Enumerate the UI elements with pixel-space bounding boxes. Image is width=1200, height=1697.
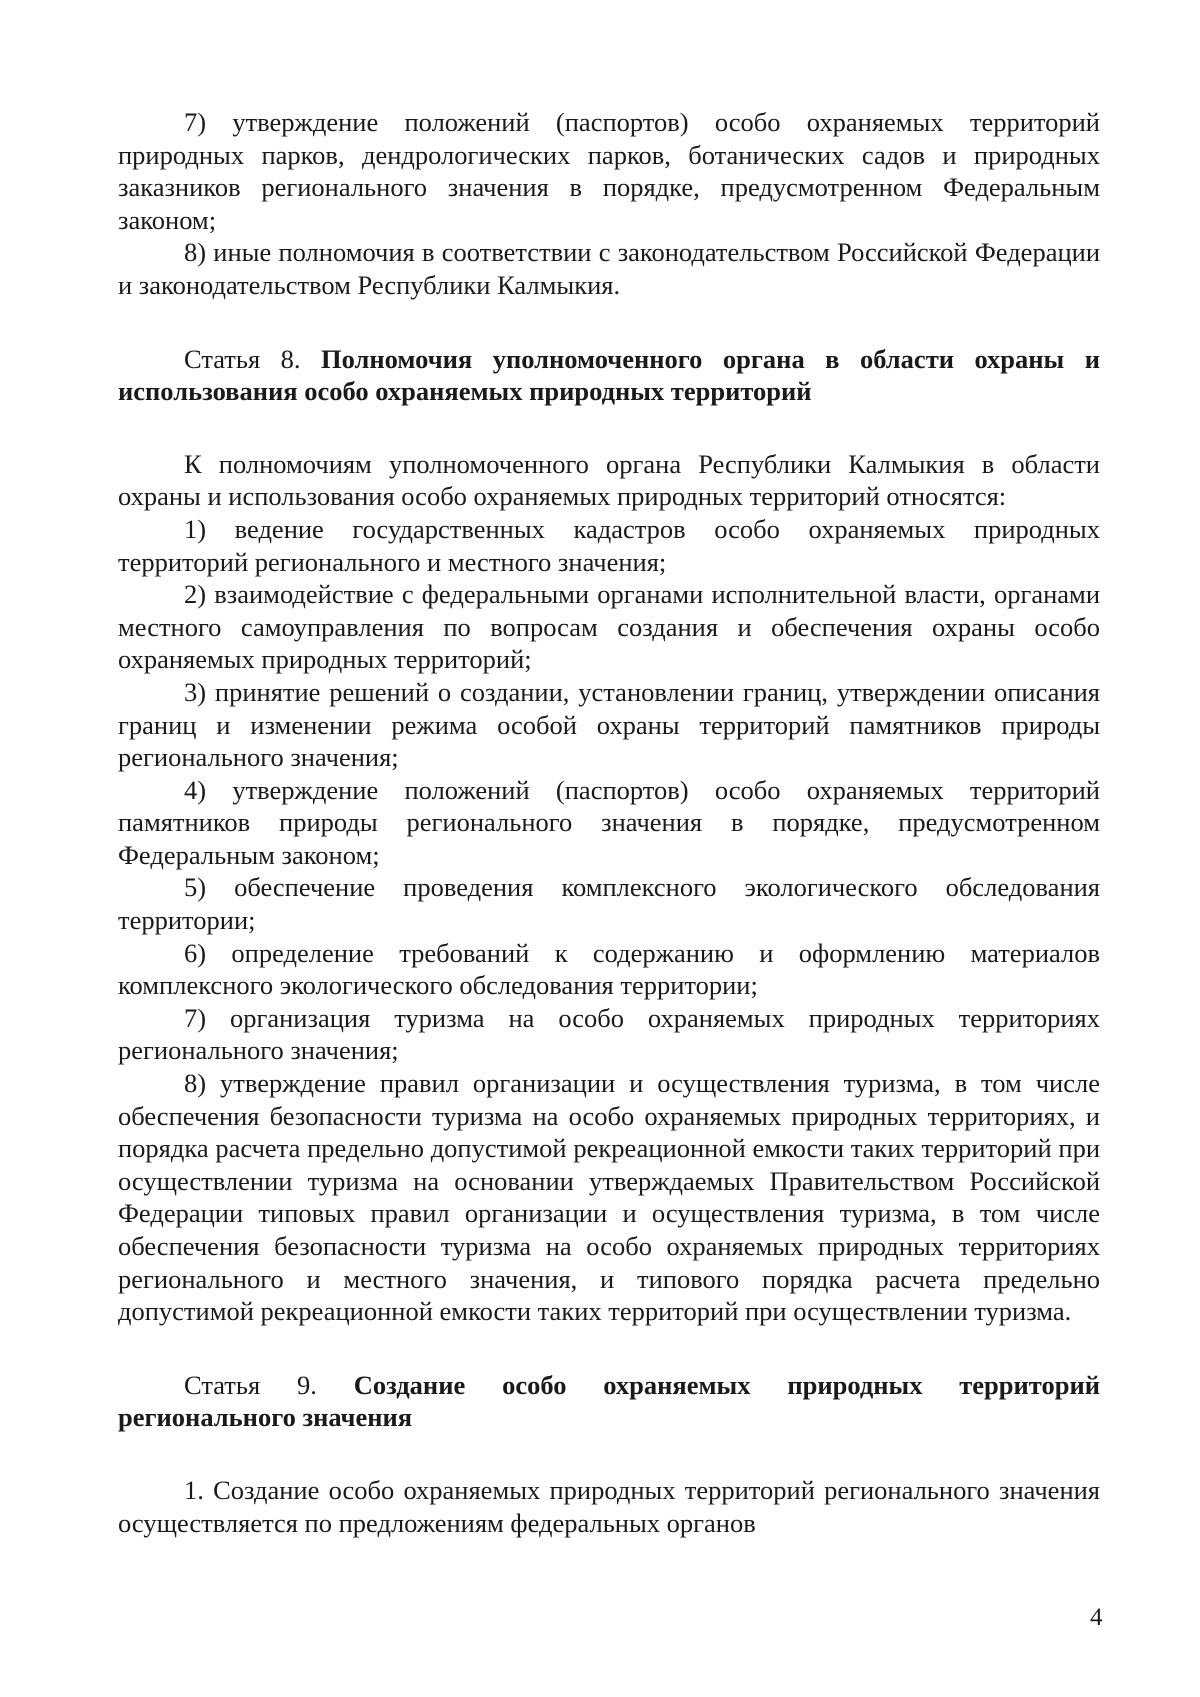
document-page (118, 106, 1100, 1539)
article-9-label: Статья 9. (184, 1369, 317, 1400)
article-8-title: Полномочия уполномоченного органа в области охраны и использования особо охраняемых природных территорий (118, 343, 1101, 407)
article-8-item-8: 8) утверждение правил организации и осуществления туризма, в том числе обеспечения безопасности туризма на особо охраняемых природных территориях, и порядка расчета предельно допустимой рекреационной емкости таких территорий при осуществлении туризма на основании утверждаемых Правительством Российской Федерации типовых правил организации и осуществления туризма, в том числе обеспечения безопасности туризма на особо охраняемых природных территориях регионального и местного значения, и типового порядка расчета предельно допустимой рекреационной емкости таких территорий при осуществлении туризма. (118, 1068, 1100, 1327)
article-9-heading (118, 1369, 1100, 1434)
article-8-item-6: 6) определение требований к содержанию и оформлению материалов комплексного экологического обследования территории; (118, 937, 1100, 1001)
paragraph-item-8: 8) иные полномочия в соответствии с законодательством Российской Федерации и законодательством Республики Калмыкия. (118, 237, 1100, 300)
article-8-item-2: 2) взаимодействие с федеральными органами исполнительной власти, органами местного самоуправления по вопросам создания и обеспечения охраны особо охраняемых природных территорий; (118, 579, 1100, 675)
article-8-item-4: 4) утверждение положений (паспортов) особо охраняемых территорий памятников природы регионального значения в порядке, предусмотренном Федеральным законом; (118, 774, 1100, 870)
article-8-item-5: 5) обеспечение проведения комплексного экологического обследования территории; (118, 872, 1100, 936)
article-8-heading (118, 343, 1100, 408)
article-8-intro: К полномочиям уполномоченного органа Республики Калмыкия в области охраны и использования особо охраняемых природных территорий относятся: (118, 448, 1100, 512)
article-9-title: Создание особо охраняемых природных территорий регионального значения (118, 1369, 1100, 1433)
paragraph-item-7: 7) утверждение положений (паспортов) особо охраняемых территорий природных парков, дендрологических парков, ботанических садов и природных заказников регионального значения в порядке, предусмотренном Федеральным законом; (118, 107, 1100, 235)
article-8-item-7: 7) организация туризма на особо охраняемых природных территориях регионального значения; (118, 1002, 1100, 1066)
page-number: 4 (1090, 1604, 1103, 1631)
article-8-label: Статья 8. (184, 343, 301, 374)
article-8-item-1: 1) ведение государственных кадастров особо охраняемых природных территорий регионального и местного значения; (118, 513, 1100, 577)
article-8-item-3: 3) принятие решений о создании, установлении границ, утверждении описания границ и изменении режима особой охраны территорий памятников природы регионального значения; (118, 676, 1100, 773)
article-9-paragraph-1: 1. Создание особо охраняемых природных территорий регионального значения осуществляется по предложениям федеральных органов (118, 1474, 1100, 1538)
